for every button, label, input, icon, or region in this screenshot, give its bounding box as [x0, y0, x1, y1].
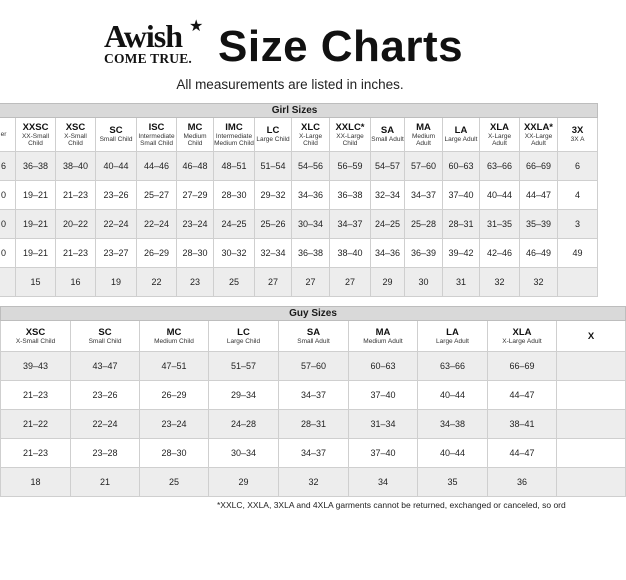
table-cell: 27–29	[177, 181, 214, 210]
table-cell: 60–63	[349, 352, 418, 381]
table-cell: 25–28	[405, 210, 443, 239]
table-row	[0, 268, 598, 297]
guy-sizes-table-wrap	[0, 306, 595, 496]
table-cell: 16	[56, 268, 96, 297]
table-cell: 46–49	[520, 239, 558, 268]
column-header	[56, 118, 96, 152]
table-cell: 23–24	[140, 410, 209, 439]
table-row	[0, 152, 598, 181]
size-code: MA	[416, 121, 431, 133]
column-header	[279, 321, 349, 352]
table-cell: 56–59	[330, 152, 371, 181]
table-cell: 51–54	[255, 152, 292, 181]
table-cell: 31	[443, 268, 480, 297]
table-cell: 34–37	[405, 181, 443, 210]
table-cell: 21–23	[56, 181, 96, 210]
table-cell: 26–29	[140, 381, 209, 410]
size-code: IMC	[225, 121, 243, 133]
size-description: Large Adult	[444, 136, 478, 144]
size-description: Medium Child	[183, 132, 207, 147]
table-row	[1, 410, 626, 439]
table-cell: 34	[349, 468, 418, 497]
size-code: LA	[446, 326, 459, 338]
table-cell: 29–34	[209, 381, 279, 410]
table-cell: 21–23	[1, 381, 71, 410]
table-cell: 32–34	[255, 239, 292, 268]
table-cell: 44–47	[488, 439, 557, 468]
table-cell: 57–60	[279, 352, 349, 381]
column-header	[255, 118, 292, 152]
table-cell: 15	[16, 268, 56, 297]
table-cell: 57–60	[405, 152, 443, 181]
table-cell: 32	[279, 468, 349, 497]
table-cell: 30–32	[214, 239, 255, 268]
table-cell: 44–46	[137, 152, 177, 181]
size-description: 3X A	[570, 136, 585, 144]
table-cell: 36–39	[405, 239, 443, 268]
column-header	[371, 118, 405, 152]
girl-sizes-table-wrap	[0, 103, 585, 287]
table-cell	[557, 468, 626, 497]
table-cell: 18	[1, 468, 71, 497]
table-cell: 37–40	[443, 181, 480, 210]
table-cell: 19–21	[16, 181, 56, 210]
size-code: MC	[166, 326, 182, 338]
table-cell: 34–36	[371, 239, 405, 268]
table-cell: 54–57	[371, 152, 405, 181]
size-description: Medium Child	[154, 337, 194, 345]
column-header	[16, 118, 56, 152]
table-cell: 21–23	[1, 439, 71, 468]
table-cell: 23–28	[71, 439, 140, 468]
size-code: XXLC*	[335, 121, 365, 133]
column-header	[1, 321, 71, 352]
column-header	[443, 118, 480, 152]
size-code: XXSC	[22, 121, 49, 133]
table-cell: 36–38	[292, 239, 330, 268]
column-header	[488, 321, 557, 352]
table-cell: 34–37	[330, 210, 371, 239]
size-description: er	[0, 130, 7, 138]
table-cell: 24–25	[214, 210, 255, 239]
table-cell: 28–30	[140, 439, 209, 468]
table-cell: 44–47	[488, 381, 557, 410]
table-cell: 66–69	[520, 152, 558, 181]
table-cell: 25–26	[255, 210, 292, 239]
size-description: Small Adult	[297, 337, 330, 345]
table-cell: 40–44	[96, 152, 137, 181]
table-cell	[557, 439, 626, 468]
table-cell: 32	[520, 268, 558, 297]
size-code: LA	[454, 125, 468, 137]
table-cell: 19	[96, 268, 137, 297]
column-header	[405, 118, 443, 152]
table-cell: 46–48	[177, 152, 214, 181]
size-code: XSC	[25, 326, 46, 338]
size-code: MA	[375, 326, 391, 338]
table-cell: 40–44	[418, 439, 488, 468]
table-row	[0, 239, 598, 268]
table-cell: 6	[558, 152, 598, 181]
column-header	[292, 118, 330, 152]
column-header	[330, 118, 371, 152]
column-header	[209, 321, 279, 352]
size-description: X-Small Child	[15, 337, 56, 345]
table-cell: 0	[0, 239, 16, 268]
column-header	[520, 118, 558, 152]
column-header	[96, 118, 137, 152]
size-code: XXLA*	[523, 121, 554, 133]
size-description: Large Child	[256, 136, 290, 144]
table-row	[1, 381, 626, 410]
table-cell: 3	[558, 210, 598, 239]
table-cell: 29	[371, 268, 405, 297]
table-cell: 28–31	[443, 210, 480, 239]
size-description: Large Child	[226, 337, 261, 345]
table-cell: 44–47	[520, 181, 558, 210]
table-cell: 27	[255, 268, 292, 297]
table-cell: 21–22	[1, 410, 71, 439]
column-header	[140, 321, 209, 352]
table-cell: 34–38	[418, 410, 488, 439]
size-description: Small Child	[99, 136, 133, 144]
size-code: XLA	[490, 121, 509, 133]
column-header-row	[1, 321, 626, 352]
table-cell: 35	[418, 468, 488, 497]
size-description: Intermediate Small Child	[138, 132, 175, 147]
table-cell: 38–40	[330, 239, 371, 268]
size-code: SC	[98, 326, 112, 338]
column-header	[557, 321, 626, 352]
section-title-row	[0, 104, 598, 118]
column-header	[137, 118, 177, 152]
size-code: SA	[306, 326, 321, 338]
table-cell: 4	[558, 181, 598, 210]
table-cell: 30	[405, 268, 443, 297]
table-cell: 63–66	[480, 152, 520, 181]
table-cell: 42–46	[480, 239, 520, 268]
column-header-row	[0, 118, 598, 152]
logo-wordmark: Awish	[104, 18, 182, 54]
table-cell: 35–39	[520, 210, 558, 239]
column-header	[214, 118, 255, 152]
size-code: XLA	[512, 326, 532, 338]
table-row	[1, 439, 626, 468]
table-row	[0, 181, 598, 210]
table-cell: 30–34	[209, 439, 279, 468]
table-row	[1, 468, 626, 497]
table-cell: 60–63	[443, 152, 480, 181]
table-cell: 29–32	[255, 181, 292, 210]
table-cell: 34–36	[292, 181, 330, 210]
size-description: X-Large Child	[298, 132, 323, 147]
table-cell: 22–24	[96, 210, 137, 239]
table-cell: 54–56	[292, 152, 330, 181]
table-cell: 39–43	[1, 352, 71, 381]
table-cell: 29	[209, 468, 279, 497]
size-code: MC	[187, 121, 203, 133]
table-cell: 21	[71, 468, 140, 497]
table-cell: 25	[214, 268, 255, 297]
table-cell: 23–26	[71, 381, 140, 410]
table-cell: 20–22	[56, 210, 96, 239]
table-cell: 22–24	[71, 410, 140, 439]
section-title: Girl Sizes	[0, 104, 598, 118]
table-cell: 63–66	[418, 352, 488, 381]
table-cell: 49	[558, 239, 598, 268]
size-description: XX-Large Child	[336, 132, 364, 147]
section-title: Guy Sizes	[1, 307, 626, 321]
table-cell: 47–51	[140, 352, 209, 381]
table-cell: 23–27	[96, 239, 137, 268]
column-header	[0, 118, 16, 152]
size-description: Small Adult	[371, 136, 404, 144]
table-cell	[558, 268, 598, 297]
page-subtitle: All measurements are listed in inches.	[176, 77, 404, 92]
column-header	[349, 321, 418, 352]
size-code: SA	[380, 125, 395, 137]
size-description: Large Adult	[436, 337, 469, 345]
size-description: Intermediate Medium Child	[214, 132, 254, 147]
size-description: Small Child	[88, 337, 122, 345]
column-header	[558, 118, 598, 152]
size-description: X-Large Adult	[502, 337, 542, 345]
table-cell: 19–21	[16, 210, 56, 239]
table-cell: 22–24	[137, 210, 177, 239]
table-cell: 21–23	[56, 239, 96, 268]
size-code: XLC	[301, 121, 320, 133]
table-cell: 23–24	[177, 210, 214, 239]
table-cell: 38–40	[56, 152, 96, 181]
table-cell: 34–37	[279, 439, 349, 468]
table-cell: 28–30	[214, 181, 255, 210]
column-header	[177, 118, 214, 152]
table-cell: 36	[488, 468, 557, 497]
table-cell: 31–34	[349, 410, 418, 439]
table-row	[0, 210, 598, 239]
table-cell: 36–38	[16, 152, 56, 181]
table-cell: 24–28	[209, 410, 279, 439]
table-cell: 19–21	[16, 239, 56, 268]
star-icon: ★	[189, 18, 204, 35]
table-cell: 28–30	[177, 239, 214, 268]
table-cell: 32–34	[371, 181, 405, 210]
table-cell	[557, 352, 626, 381]
table-cell: 43–47	[71, 352, 140, 381]
table-cell: 66–69	[488, 352, 557, 381]
table-cell: 48–51	[214, 152, 255, 181]
table-cell: 34–37	[279, 381, 349, 410]
size-description: X-Large Adult	[487, 132, 512, 147]
girl-sizes-table	[0, 103, 598, 297]
table-cell: 30–34	[292, 210, 330, 239]
header	[0, 0, 580, 96]
column-header	[418, 321, 488, 352]
table-row	[1, 352, 626, 381]
table-cell: 31–35	[480, 210, 520, 239]
table-cell: 40–44	[418, 381, 488, 410]
size-code: LC	[237, 326, 250, 338]
size-code: SC	[109, 125, 123, 137]
size-code: XSC	[65, 121, 86, 133]
table-cell: 32	[480, 268, 520, 297]
table-cell: 37–40	[349, 381, 418, 410]
size-code: LC	[266, 125, 280, 137]
table-cell: 23	[177, 268, 214, 297]
guy-sizes-table	[0, 306, 626, 497]
column-header	[480, 118, 520, 152]
table-cell: 27	[330, 268, 371, 297]
table-cell: 36–38	[330, 181, 371, 210]
size-description: XX-Small Child	[21, 132, 50, 147]
table-cell: 23–26	[96, 181, 137, 210]
table-cell: 38–41	[488, 410, 557, 439]
size-description: Medium Adult	[411, 132, 436, 147]
table-cell: 0	[0, 210, 16, 239]
page-title: Size Charts	[218, 22, 464, 71]
table-cell: 22	[137, 268, 177, 297]
section-title-row	[1, 307, 626, 321]
table-cell	[557, 381, 626, 410]
table-cell: 0	[0, 181, 16, 210]
table-cell: 25	[140, 468, 209, 497]
size-code: ISC	[148, 121, 165, 133]
size-code: 3X	[571, 125, 584, 137]
size-description: XX-Large Adult	[524, 132, 553, 147]
table-cell: 28–31	[279, 410, 349, 439]
table-cell: 51–57	[209, 352, 279, 381]
table-cell	[0, 268, 16, 297]
column-header	[71, 321, 140, 352]
table-cell	[557, 410, 626, 439]
footnote: *XXLC, XXLA, 3XLA and 4XLA garments cannot be returned, exchanged or canceled, so ord	[217, 500, 566, 510]
table-cell: 25–27	[137, 181, 177, 210]
size-description: Medium Adult	[363, 337, 403, 345]
table-cell: 39–42	[443, 239, 480, 268]
size-code: X	[587, 330, 595, 342]
table-cell: 37–40	[349, 439, 418, 468]
size-description: X-Small Child	[64, 132, 87, 147]
table-cell: 24–25	[371, 210, 405, 239]
table-cell: 26–29	[137, 239, 177, 268]
table-cell: 40–44	[480, 181, 520, 210]
brand-logo	[104, 20, 204, 72]
table-cell: 27	[292, 268, 330, 297]
table-cell: 6	[0, 152, 16, 181]
logo-tagline: COME TRUE.	[104, 51, 193, 66]
